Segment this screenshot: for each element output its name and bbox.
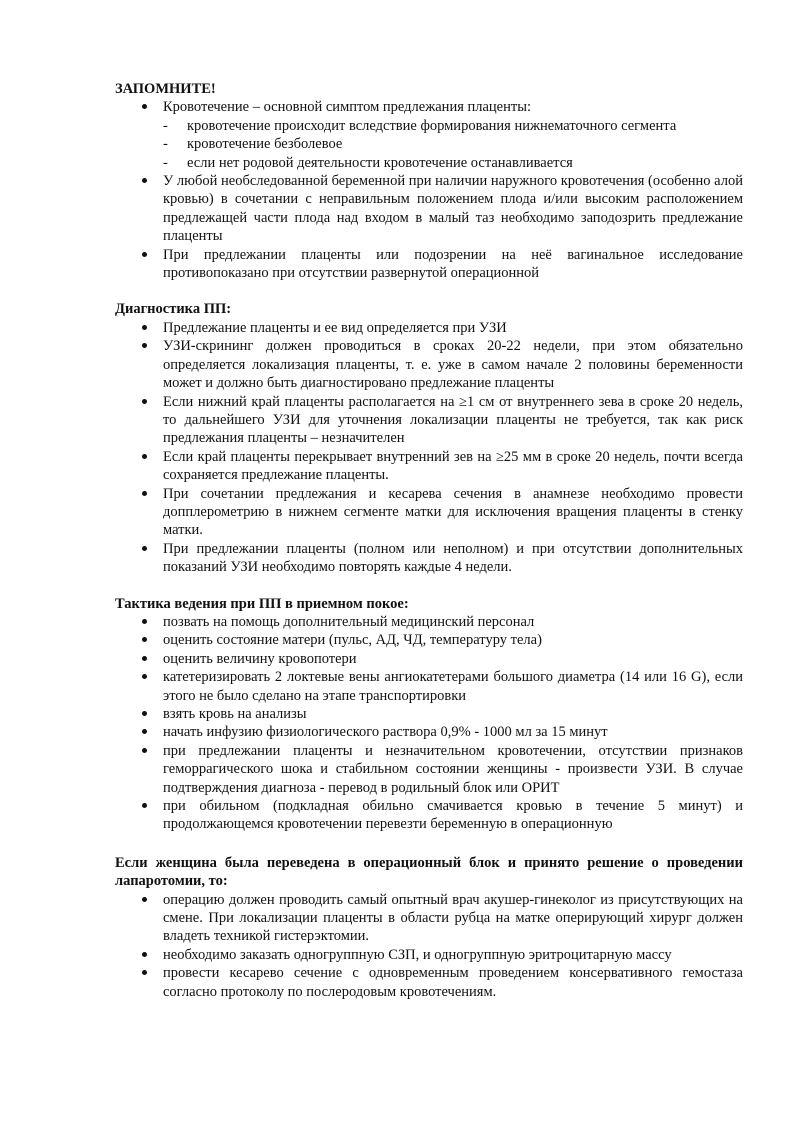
list-item: При предлежании плаценты (полном или неполном) и при отсутствии дополнительных показаний УЗИ необходимо повторять каждые 4 недели. xyxy=(115,540,743,577)
diagnostics-list xyxy=(115,319,743,577)
list-item: провести кесарево сечение с одновременным проведением консервативного гемостаза согласно протоколу по послеродовым кровотечениям. xyxy=(115,964,743,1001)
list-item: Если нижний край плаценты располагается на ≥1 см от внутреннего зева в сроке 20 недель, то дальнейшего УЗИ для уточнения локализации плаценты не требуется, так как риск предлежания плаценты – незначителен xyxy=(115,393,743,448)
remember-list xyxy=(115,98,743,282)
list-item: УЗИ-скрининг должен проводиться в сроках 20-22 недели, при этом обязательно определяется локализация плаценты, т. е. уже в самом начале 2 половины беременности может и должно быть диагностировано предлежание плаценты xyxy=(115,337,743,392)
list-item: при обильном (подкладная обильно смачивается кровью в течение 5 минут) и продолжающемся кровотечении перевезти беременную в операционную xyxy=(115,797,743,834)
tactics-list xyxy=(115,613,743,834)
list-item: катетеризировать 2 локтевые вены ангиокатетерами большого диаметра (14 или 16 G), если этого не было сделано на этапе транспортировки xyxy=(115,668,743,705)
sub-list-item: - кровотечение безболевое xyxy=(115,135,743,153)
list-item: При предлежании плаценты или подозрении на неё вагинальное исследование противопоказано при отсутствии развернутой операционной xyxy=(115,246,743,283)
list-item: оценить величину кровопотери xyxy=(115,650,743,668)
document-page xyxy=(115,80,743,1001)
list-item: необходимо заказать одногруппную СЗП, и одногруппную эритроцитарную массу xyxy=(115,946,743,964)
list-item: взять кровь на анализы xyxy=(115,705,743,723)
list-item-text: Кровотечение – основной симптом предлежания плаценты: xyxy=(163,99,531,116)
operating-room-list xyxy=(115,891,743,1001)
list-item: оценить состояние матери (пульс, АД, ЧД, температуру тела) xyxy=(115,631,743,649)
section-heading-operating-room: Если женщина была переведена в операционный блок и принято решение о проведении лапаротомии, то: xyxy=(115,854,743,890)
sub-list xyxy=(115,117,743,172)
sub-list-item: - если нет родовой деятельности кровотечение останавливается xyxy=(115,154,743,172)
list-item: Предлежание плаценты и ее вид определяется при УЗИ xyxy=(115,319,743,337)
section-heading-tactics: Тактика ведения при ПП в приемном покое: xyxy=(115,595,409,612)
section-heading-diagnostics: Диагностика ПП: xyxy=(115,301,232,318)
list-item: при предлежании плаценты и незначительном кровотечении, отсутствии признаков геморрагического шока и стабильном состоянии женщины - произвести УЗИ. В случае подтверждения диагноза - перевод в родильный блок или ОРИТ xyxy=(115,742,743,797)
list-item xyxy=(115,98,743,172)
list-item: При сочетании предлежания и кесарева сечения в анамнезе необходимо провести допплерометрию в нижнем сегменте матки для исключения вращения плаценты в стенку матки. xyxy=(115,485,743,540)
list-item: операцию должен проводить самый опытный врач акушер-гинеколог из присутствующих на смене. При локализации плаценты в области рубца на матке оперирующий хирург должен владеть техникой гистерэктомии. xyxy=(115,891,743,946)
sub-list-item: - кровотечение происходит вследствие формирования нижнематочного сегмента xyxy=(115,117,743,135)
list-item: Если край плаценты перекрывает внутренний зев на ≥25 мм в сроке 20 недель, почти всегда сохраняется предлежание плаценты. xyxy=(115,448,743,485)
section-heading-remember: ЗАПОМНИТЕ! xyxy=(115,81,216,97)
list-item: У любой необследованной беременной при наличии наружного кровотечения (особенно алой кровью) в сочетании с неправильным положением плода и/или высоким расположением предлежащей части плода над входом в малый таз необходимо заподозрить предлежание плаценты xyxy=(115,172,743,246)
list-item: начать инфузию физиологического раствора 0,9% - 1000 мл за 15 минут xyxy=(115,723,743,741)
list-item: позвать на помощь дополнительный медицинский персонал xyxy=(115,613,743,631)
